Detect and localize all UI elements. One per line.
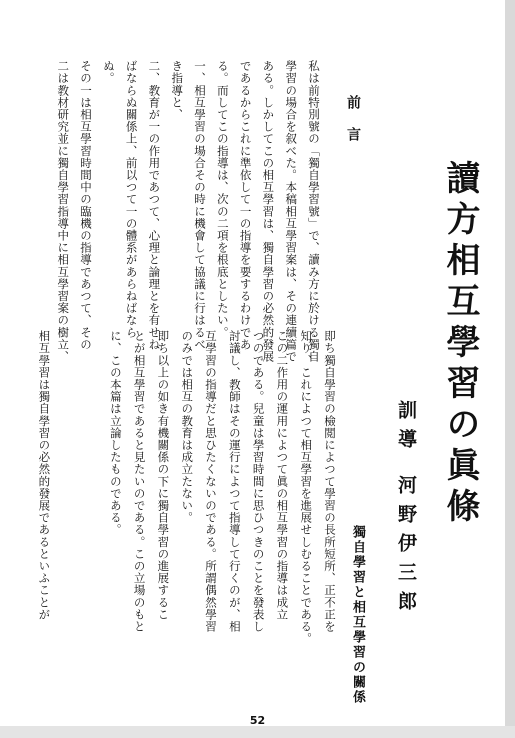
text-line: き指導と、 xyxy=(170,60,185,121)
text-line: 即ち以上の如き有機關係の下に獨自學習の進展するこ xyxy=(156,330,171,621)
text-line: ばならぬ關係上、前以つて一の體系があらねばなら xyxy=(124,60,139,339)
text-line: その一は相互學習時間中の臨機の指導であつて、その xyxy=(79,60,93,351)
section-heading: 獨自學習と相互學習の關係 xyxy=(350,525,365,705)
text-line: ぬ。 xyxy=(101,60,116,85)
page-number: 52 xyxy=(249,714,266,727)
text-line: ある。しかしてこの相互學習は、獨自學習の必然的發展 xyxy=(261,60,276,363)
text-line: 即ち獨自學習の檢閲によつて學習の長所短所、正不正を xyxy=(323,330,337,633)
text-line: であるからこれに準依して一の指導を要するわけであ xyxy=(238,60,253,351)
text-line: この二作用の運用によつて眞の相互學習の指導は成立 xyxy=(275,330,290,621)
text-line: 相互學習は獨自學習の必然的發展であるといふことが xyxy=(37,330,52,621)
text-line: 二は教材研究並に獨自學習指導中に相互學習案の樹立、 xyxy=(56,60,71,363)
page-edge-right xyxy=(505,0,515,738)
text-line: のみでは相互の教育は成立たない。 xyxy=(180,330,195,524)
preface-heading: 前言 xyxy=(345,95,361,159)
article-title: 讀方相互學習の眞條 xyxy=(440,160,480,529)
page-edge-bottom xyxy=(0,726,515,738)
text-line: つのである。兒童は學習時間に思ひつきのことを發表し xyxy=(251,330,266,633)
text-line: 討議し、教師はその運行によつて指導して行くのが、相 xyxy=(227,330,242,633)
author-line: 訓導 河野伊三郎 xyxy=(395,400,417,620)
text-line: 二、教育が一の作用であつて、心理と論理とを有せね xyxy=(147,60,162,351)
text-line: 互學習の指導だと思ひたくないのである。所謂偶然學習 xyxy=(204,330,218,633)
text-line: る。而してこの指導は、次の二項を根底としたい。 xyxy=(215,60,230,339)
text-line: とが相互學習であると見たいのである。この立場のもと xyxy=(132,330,147,633)
text-line: 私は前特別號の「獨自學習號」で、讀み方に於ける獨自 xyxy=(307,60,321,363)
text-line: に、この本篇は立論したものである。 xyxy=(108,330,123,536)
text-line: 一、相互學習の場合その時に機會して協議に行はるべ xyxy=(193,60,207,351)
text-line: 知り、これによつて相互學習を進展せしむることである。 xyxy=(299,330,314,645)
text-line: 學習の場合を叙べた。本稿相互學習案は、その連續篇で xyxy=(284,60,299,363)
